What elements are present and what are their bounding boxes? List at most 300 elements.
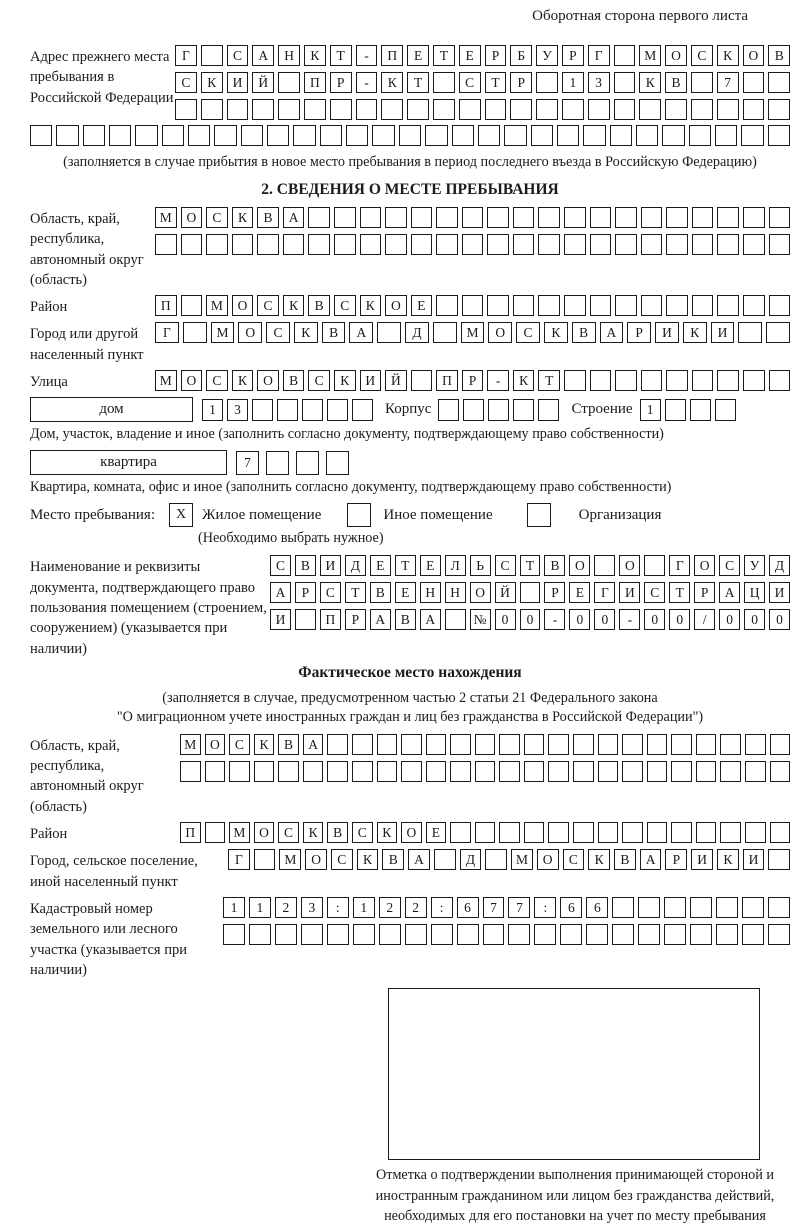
char-box[interactable] — [327, 924, 349, 945]
char-box[interactable] — [524, 822, 545, 843]
char-box[interactable] — [538, 234, 560, 255]
char-box[interactable] — [426, 761, 447, 782]
zhiloe-checkbox[interactable]: X — [169, 503, 193, 527]
char-box[interactable] — [769, 295, 791, 316]
char-box[interactable] — [463, 399, 484, 421]
char-box[interactable] — [717, 370, 739, 391]
char-box[interactable] — [743, 234, 765, 255]
char-box[interactable] — [644, 555, 665, 576]
char-box[interactable] — [662, 125, 684, 146]
char-box[interactable]: О — [537, 849, 559, 870]
char-box[interactable]: Р — [562, 45, 584, 66]
char-box[interactable] — [436, 207, 458, 228]
char-box[interactable] — [583, 125, 605, 146]
char-box[interactable]: С — [278, 822, 299, 843]
char-box[interactable] — [425, 125, 447, 146]
char-box[interactable]: К — [683, 322, 707, 343]
char-box[interactable]: С — [175, 72, 197, 93]
char-box[interactable] — [450, 761, 471, 782]
char-box[interactable]: О — [694, 555, 715, 576]
char-box[interactable] — [450, 822, 471, 843]
char-box[interactable]: 1 — [223, 897, 245, 918]
char-box[interactable] — [205, 822, 226, 843]
char-box[interactable]: О — [238, 322, 262, 343]
char-box[interactable]: П — [381, 45, 403, 66]
char-box[interactable] — [614, 45, 636, 66]
char-box[interactable] — [768, 924, 790, 945]
char-box[interactable]: 7 — [508, 897, 530, 918]
char-box[interactable] — [266, 451, 289, 475]
char-box[interactable]: М — [155, 370, 177, 391]
char-box[interactable]: Т — [345, 582, 366, 603]
char-box[interactable]: В — [572, 322, 596, 343]
char-box[interactable]: К — [717, 45, 739, 66]
char-box[interactable] — [590, 234, 612, 255]
char-box[interactable] — [352, 761, 373, 782]
char-box[interactable]: Д — [345, 555, 366, 576]
char-box[interactable] — [671, 734, 692, 755]
char-box[interactable] — [590, 370, 612, 391]
char-box[interactable]: 2 — [405, 897, 427, 918]
char-box[interactable]: О — [305, 849, 327, 870]
organizaciya-checkbox[interactable] — [527, 503, 551, 527]
char-box[interactable] — [647, 734, 668, 755]
char-box[interactable]: 1 — [249, 897, 271, 918]
char-box[interactable]: К — [334, 370, 356, 391]
char-box[interactable] — [538, 399, 559, 421]
char-box[interactable]: А — [408, 849, 430, 870]
char-box[interactable]: Р — [295, 582, 316, 603]
char-box[interactable] — [293, 125, 315, 146]
char-box[interactable] — [738, 322, 762, 343]
char-box[interactable]: П — [180, 822, 201, 843]
char-box[interactable] — [377, 734, 398, 755]
char-box[interactable]: О — [401, 822, 422, 843]
char-box[interactable] — [548, 822, 569, 843]
char-box[interactable] — [327, 734, 348, 755]
char-box[interactable] — [564, 234, 586, 255]
char-box[interactable]: С — [563, 849, 585, 870]
char-box[interactable] — [641, 370, 663, 391]
char-box[interactable]: О — [470, 582, 491, 603]
char-box[interactable] — [586, 924, 608, 945]
char-box[interactable]: Б — [510, 45, 532, 66]
char-box[interactable]: П — [304, 72, 326, 93]
char-box[interactable]: Е — [395, 582, 416, 603]
char-box[interactable] — [768, 849, 790, 870]
char-box[interactable]: Е — [459, 45, 481, 66]
char-box[interactable]: Е — [411, 295, 433, 316]
char-box[interactable] — [717, 99, 739, 120]
char-box[interactable] — [377, 761, 398, 782]
char-box[interactable]: Н — [445, 582, 466, 603]
char-box[interactable]: 7 — [717, 72, 739, 93]
char-box[interactable] — [768, 897, 790, 918]
char-box[interactable]: Р — [694, 582, 715, 603]
char-box[interactable] — [283, 234, 305, 255]
char-box[interactable] — [741, 125, 763, 146]
char-box[interactable]: А — [283, 207, 305, 228]
char-box[interactable]: Г — [228, 849, 250, 870]
char-box[interactable] — [360, 207, 382, 228]
char-box[interactable] — [411, 370, 433, 391]
char-box[interactable] — [249, 924, 271, 945]
char-box[interactable] — [745, 761, 766, 782]
char-box[interactable]: О — [232, 295, 254, 316]
char-box[interactable]: А — [600, 322, 624, 343]
char-box[interactable] — [666, 207, 688, 228]
char-box[interactable]: О — [205, 734, 226, 755]
char-box[interactable] — [302, 399, 323, 421]
char-box[interactable]: 1 — [562, 72, 584, 93]
char-box[interactable]: О — [488, 322, 512, 343]
char-box[interactable]: Е — [420, 555, 441, 576]
char-box[interactable]: 3 — [588, 72, 610, 93]
char-box[interactable] — [445, 609, 466, 630]
char-box[interactable]: У — [744, 555, 765, 576]
char-box[interactable] — [720, 734, 741, 755]
char-box[interactable] — [433, 322, 457, 343]
char-box[interactable] — [590, 207, 612, 228]
char-box[interactable] — [598, 822, 619, 843]
char-box[interactable]: 0 — [644, 609, 665, 630]
char-box[interactable] — [666, 295, 688, 316]
char-box[interactable] — [327, 399, 348, 421]
char-box[interactable] — [715, 399, 736, 421]
char-box[interactable]: К — [201, 72, 223, 93]
char-box[interactable] — [475, 822, 496, 843]
char-box[interactable] — [573, 761, 594, 782]
char-box[interactable]: О — [181, 207, 203, 228]
char-box[interactable] — [275, 924, 297, 945]
char-box[interactable] — [768, 125, 790, 146]
char-box[interactable] — [296, 451, 319, 475]
char-box[interactable] — [573, 734, 594, 755]
char-box[interactable] — [241, 125, 263, 146]
char-box[interactable] — [531, 125, 553, 146]
char-box[interactable] — [385, 207, 407, 228]
char-box[interactable] — [254, 849, 276, 870]
char-box[interactable]: С — [206, 207, 228, 228]
char-box[interactable] — [508, 924, 530, 945]
char-box[interactable] — [770, 761, 791, 782]
char-box[interactable]: 0 — [495, 609, 516, 630]
char-box[interactable]: С — [257, 295, 279, 316]
char-box[interactable] — [636, 125, 658, 146]
char-box[interactable] — [524, 734, 545, 755]
char-box[interactable]: 0 — [569, 609, 590, 630]
char-box[interactable] — [180, 761, 201, 782]
char-box[interactable]: А — [640, 849, 662, 870]
char-box[interactable]: № — [470, 609, 491, 630]
char-box[interactable] — [562, 99, 584, 120]
char-box[interactable] — [407, 99, 429, 120]
char-box[interactable]: С — [719, 555, 740, 576]
char-box[interactable] — [692, 207, 714, 228]
char-box[interactable]: И — [227, 72, 249, 93]
char-box[interactable]: В — [322, 322, 346, 343]
char-box[interactable]: 6 — [560, 897, 582, 918]
char-box[interactable] — [538, 207, 560, 228]
char-box[interactable] — [201, 45, 223, 66]
char-box[interactable] — [691, 72, 713, 93]
char-box[interactable]: Р — [485, 45, 507, 66]
char-box[interactable] — [769, 207, 791, 228]
char-box[interactable] — [513, 207, 535, 228]
char-box[interactable]: С — [229, 734, 250, 755]
char-box[interactable] — [162, 125, 184, 146]
char-box[interactable]: В — [544, 555, 565, 576]
char-box[interactable] — [475, 734, 496, 755]
char-box[interactable] — [615, 207, 637, 228]
char-box[interactable] — [320, 125, 342, 146]
char-box[interactable]: Г — [588, 45, 610, 66]
char-box[interactable]: Ь — [470, 555, 491, 576]
char-box[interactable] — [513, 234, 535, 255]
char-box[interactable]: 0 — [744, 609, 765, 630]
char-box[interactable] — [717, 207, 739, 228]
char-box[interactable] — [252, 399, 273, 421]
char-box[interactable]: С — [270, 555, 291, 576]
char-box[interactable] — [666, 234, 688, 255]
char-box[interactable]: О — [181, 370, 203, 391]
char-box[interactable]: 0 — [769, 609, 790, 630]
char-box[interactable] — [499, 734, 520, 755]
char-box[interactable]: 2 — [275, 897, 297, 918]
char-box[interactable] — [641, 207, 663, 228]
char-box[interactable] — [462, 207, 484, 228]
char-box[interactable]: К — [232, 207, 254, 228]
char-box[interactable] — [499, 822, 520, 843]
char-box[interactable] — [538, 295, 560, 316]
char-box[interactable]: И — [270, 609, 291, 630]
char-box[interactable] — [614, 99, 636, 120]
char-box[interactable]: К — [357, 849, 379, 870]
char-box[interactable] — [277, 399, 298, 421]
char-box[interactable]: П — [436, 370, 458, 391]
char-box[interactable] — [278, 761, 299, 782]
char-box[interactable]: Г — [669, 555, 690, 576]
char-box[interactable] — [278, 72, 300, 93]
char-box[interactable] — [622, 734, 643, 755]
char-box[interactable] — [330, 99, 352, 120]
char-box[interactable] — [664, 897, 686, 918]
char-box[interactable] — [716, 897, 738, 918]
char-box[interactable]: К — [588, 849, 610, 870]
char-box[interactable] — [692, 370, 714, 391]
char-box[interactable] — [56, 125, 78, 146]
char-box[interactable] — [638, 897, 660, 918]
char-box[interactable]: 7 — [236, 451, 259, 475]
char-box[interactable]: Е — [407, 45, 429, 66]
char-box[interactable] — [379, 924, 401, 945]
char-box[interactable] — [641, 234, 663, 255]
char-box[interactable]: П — [155, 295, 177, 316]
char-box[interactable] — [487, 207, 509, 228]
char-box[interactable]: М — [206, 295, 228, 316]
char-box[interactable] — [745, 822, 766, 843]
char-box[interactable]: К — [303, 822, 324, 843]
char-box[interactable] — [743, 295, 765, 316]
char-box[interactable]: М — [155, 207, 177, 228]
char-box[interactable]: 7 — [483, 897, 505, 918]
char-box[interactable]: В — [327, 822, 348, 843]
char-box[interactable] — [717, 295, 739, 316]
char-box[interactable]: П — [320, 609, 341, 630]
char-box[interactable]: О — [385, 295, 407, 316]
char-box[interactable] — [252, 99, 274, 120]
char-box[interactable] — [155, 234, 177, 255]
char-box[interactable] — [664, 924, 686, 945]
char-box[interactable]: С — [352, 822, 373, 843]
char-box[interactable]: С — [320, 582, 341, 603]
char-box[interactable]: 0 — [719, 609, 740, 630]
char-box[interactable] — [665, 99, 687, 120]
char-box[interactable] — [743, 99, 765, 120]
char-box[interactable]: К — [639, 72, 661, 93]
char-box[interactable]: Д — [769, 555, 790, 576]
char-box[interactable]: Т — [330, 45, 352, 66]
char-box[interactable]: Р — [627, 322, 651, 343]
char-box[interactable]: Й — [495, 582, 516, 603]
char-box[interactable] — [513, 295, 535, 316]
char-box[interactable]: К — [381, 72, 403, 93]
char-box[interactable] — [692, 295, 714, 316]
char-box[interactable] — [743, 207, 765, 228]
char-box[interactable] — [227, 99, 249, 120]
char-box[interactable] — [223, 924, 245, 945]
char-box[interactable]: В — [395, 609, 416, 630]
char-box[interactable] — [715, 125, 737, 146]
char-box[interactable] — [524, 761, 545, 782]
char-box[interactable]: А — [719, 582, 740, 603]
char-box[interactable]: Н — [420, 582, 441, 603]
char-box[interactable]: Е — [569, 582, 590, 603]
char-box[interactable]: Т — [538, 370, 560, 391]
char-box[interactable]: Г — [155, 322, 179, 343]
char-box[interactable] — [434, 849, 456, 870]
char-box[interactable] — [743, 370, 765, 391]
char-box[interactable]: / — [694, 609, 715, 630]
char-box[interactable] — [536, 72, 558, 93]
char-box[interactable] — [433, 72, 455, 93]
char-box[interactable] — [175, 99, 197, 120]
char-box[interactable] — [622, 822, 643, 843]
char-box[interactable] — [768, 99, 790, 120]
char-box[interactable]: 0 — [669, 609, 690, 630]
char-box[interactable]: С — [227, 45, 249, 66]
char-box[interactable] — [385, 234, 407, 255]
char-box[interactable] — [590, 295, 612, 316]
char-box[interactable] — [232, 234, 254, 255]
char-box[interactable] — [438, 399, 459, 421]
char-box[interactable] — [301, 924, 323, 945]
char-box[interactable] — [83, 125, 105, 146]
char-box[interactable]: С — [495, 555, 516, 576]
char-box[interactable]: Р — [544, 582, 565, 603]
char-box[interactable]: К — [254, 734, 275, 755]
char-box[interactable] — [520, 582, 541, 603]
char-box[interactable] — [372, 125, 394, 146]
char-box[interactable]: И — [320, 555, 341, 576]
char-box[interactable] — [564, 295, 586, 316]
char-box[interactable] — [768, 72, 790, 93]
char-box[interactable] — [426, 734, 447, 755]
char-box[interactable] — [485, 849, 507, 870]
char-box[interactable]: С — [308, 370, 330, 391]
char-box[interactable]: В — [278, 734, 299, 755]
char-box[interactable] — [557, 125, 579, 146]
char-box[interactable] — [770, 734, 791, 755]
char-box[interactable]: : — [431, 897, 453, 918]
char-box[interactable]: И — [691, 849, 713, 870]
char-box[interactable]: В — [283, 370, 305, 391]
char-box[interactable] — [717, 234, 739, 255]
char-box[interactable]: М — [461, 322, 485, 343]
char-box[interactable]: В — [768, 45, 790, 66]
char-box[interactable] — [346, 125, 368, 146]
char-box[interactable] — [452, 125, 474, 146]
char-box[interactable] — [696, 734, 717, 755]
char-box[interactable]: М — [211, 322, 235, 343]
char-box[interactable] — [598, 734, 619, 755]
char-box[interactable] — [564, 207, 586, 228]
char-box[interactable] — [188, 125, 210, 146]
char-box[interactable] — [690, 897, 712, 918]
char-box[interactable] — [598, 761, 619, 782]
char-box[interactable] — [485, 99, 507, 120]
char-box[interactable]: Г — [594, 582, 615, 603]
char-box[interactable]: Р — [330, 72, 352, 93]
char-box[interactable] — [770, 822, 791, 843]
char-box[interactable] — [450, 734, 471, 755]
char-box[interactable] — [573, 822, 594, 843]
char-box[interactable]: С — [334, 295, 356, 316]
char-box[interactable] — [615, 234, 637, 255]
char-box[interactable]: : — [327, 897, 349, 918]
char-box[interactable] — [690, 924, 712, 945]
char-box[interactable]: Т — [433, 45, 455, 66]
char-box[interactable] — [206, 234, 228, 255]
char-box[interactable] — [548, 761, 569, 782]
char-box[interactable] — [696, 822, 717, 843]
char-box[interactable] — [487, 234, 509, 255]
char-box[interactable]: К — [294, 322, 318, 343]
char-box[interactable]: 6 — [457, 897, 479, 918]
char-box[interactable] — [360, 234, 382, 255]
char-box[interactable] — [475, 761, 496, 782]
char-box[interactable]: И — [619, 582, 640, 603]
char-box[interactable] — [399, 125, 421, 146]
char-box[interactable]: Т — [485, 72, 507, 93]
char-box[interactable] — [334, 207, 356, 228]
char-box[interactable]: Ц — [744, 582, 765, 603]
char-box[interactable]: А — [303, 734, 324, 755]
char-box[interactable] — [377, 322, 401, 343]
char-box[interactable] — [181, 234, 203, 255]
char-box[interactable]: Н — [278, 45, 300, 66]
char-box[interactable]: В — [382, 849, 404, 870]
char-box[interactable]: С — [206, 370, 228, 391]
char-box[interactable] — [254, 761, 275, 782]
char-box[interactable] — [671, 761, 692, 782]
char-box[interactable] — [692, 234, 714, 255]
char-box[interactable]: В — [614, 849, 636, 870]
char-box[interactable] — [560, 924, 582, 945]
char-box[interactable] — [641, 295, 663, 316]
char-box[interactable] — [638, 924, 660, 945]
char-box[interactable] — [504, 125, 526, 146]
